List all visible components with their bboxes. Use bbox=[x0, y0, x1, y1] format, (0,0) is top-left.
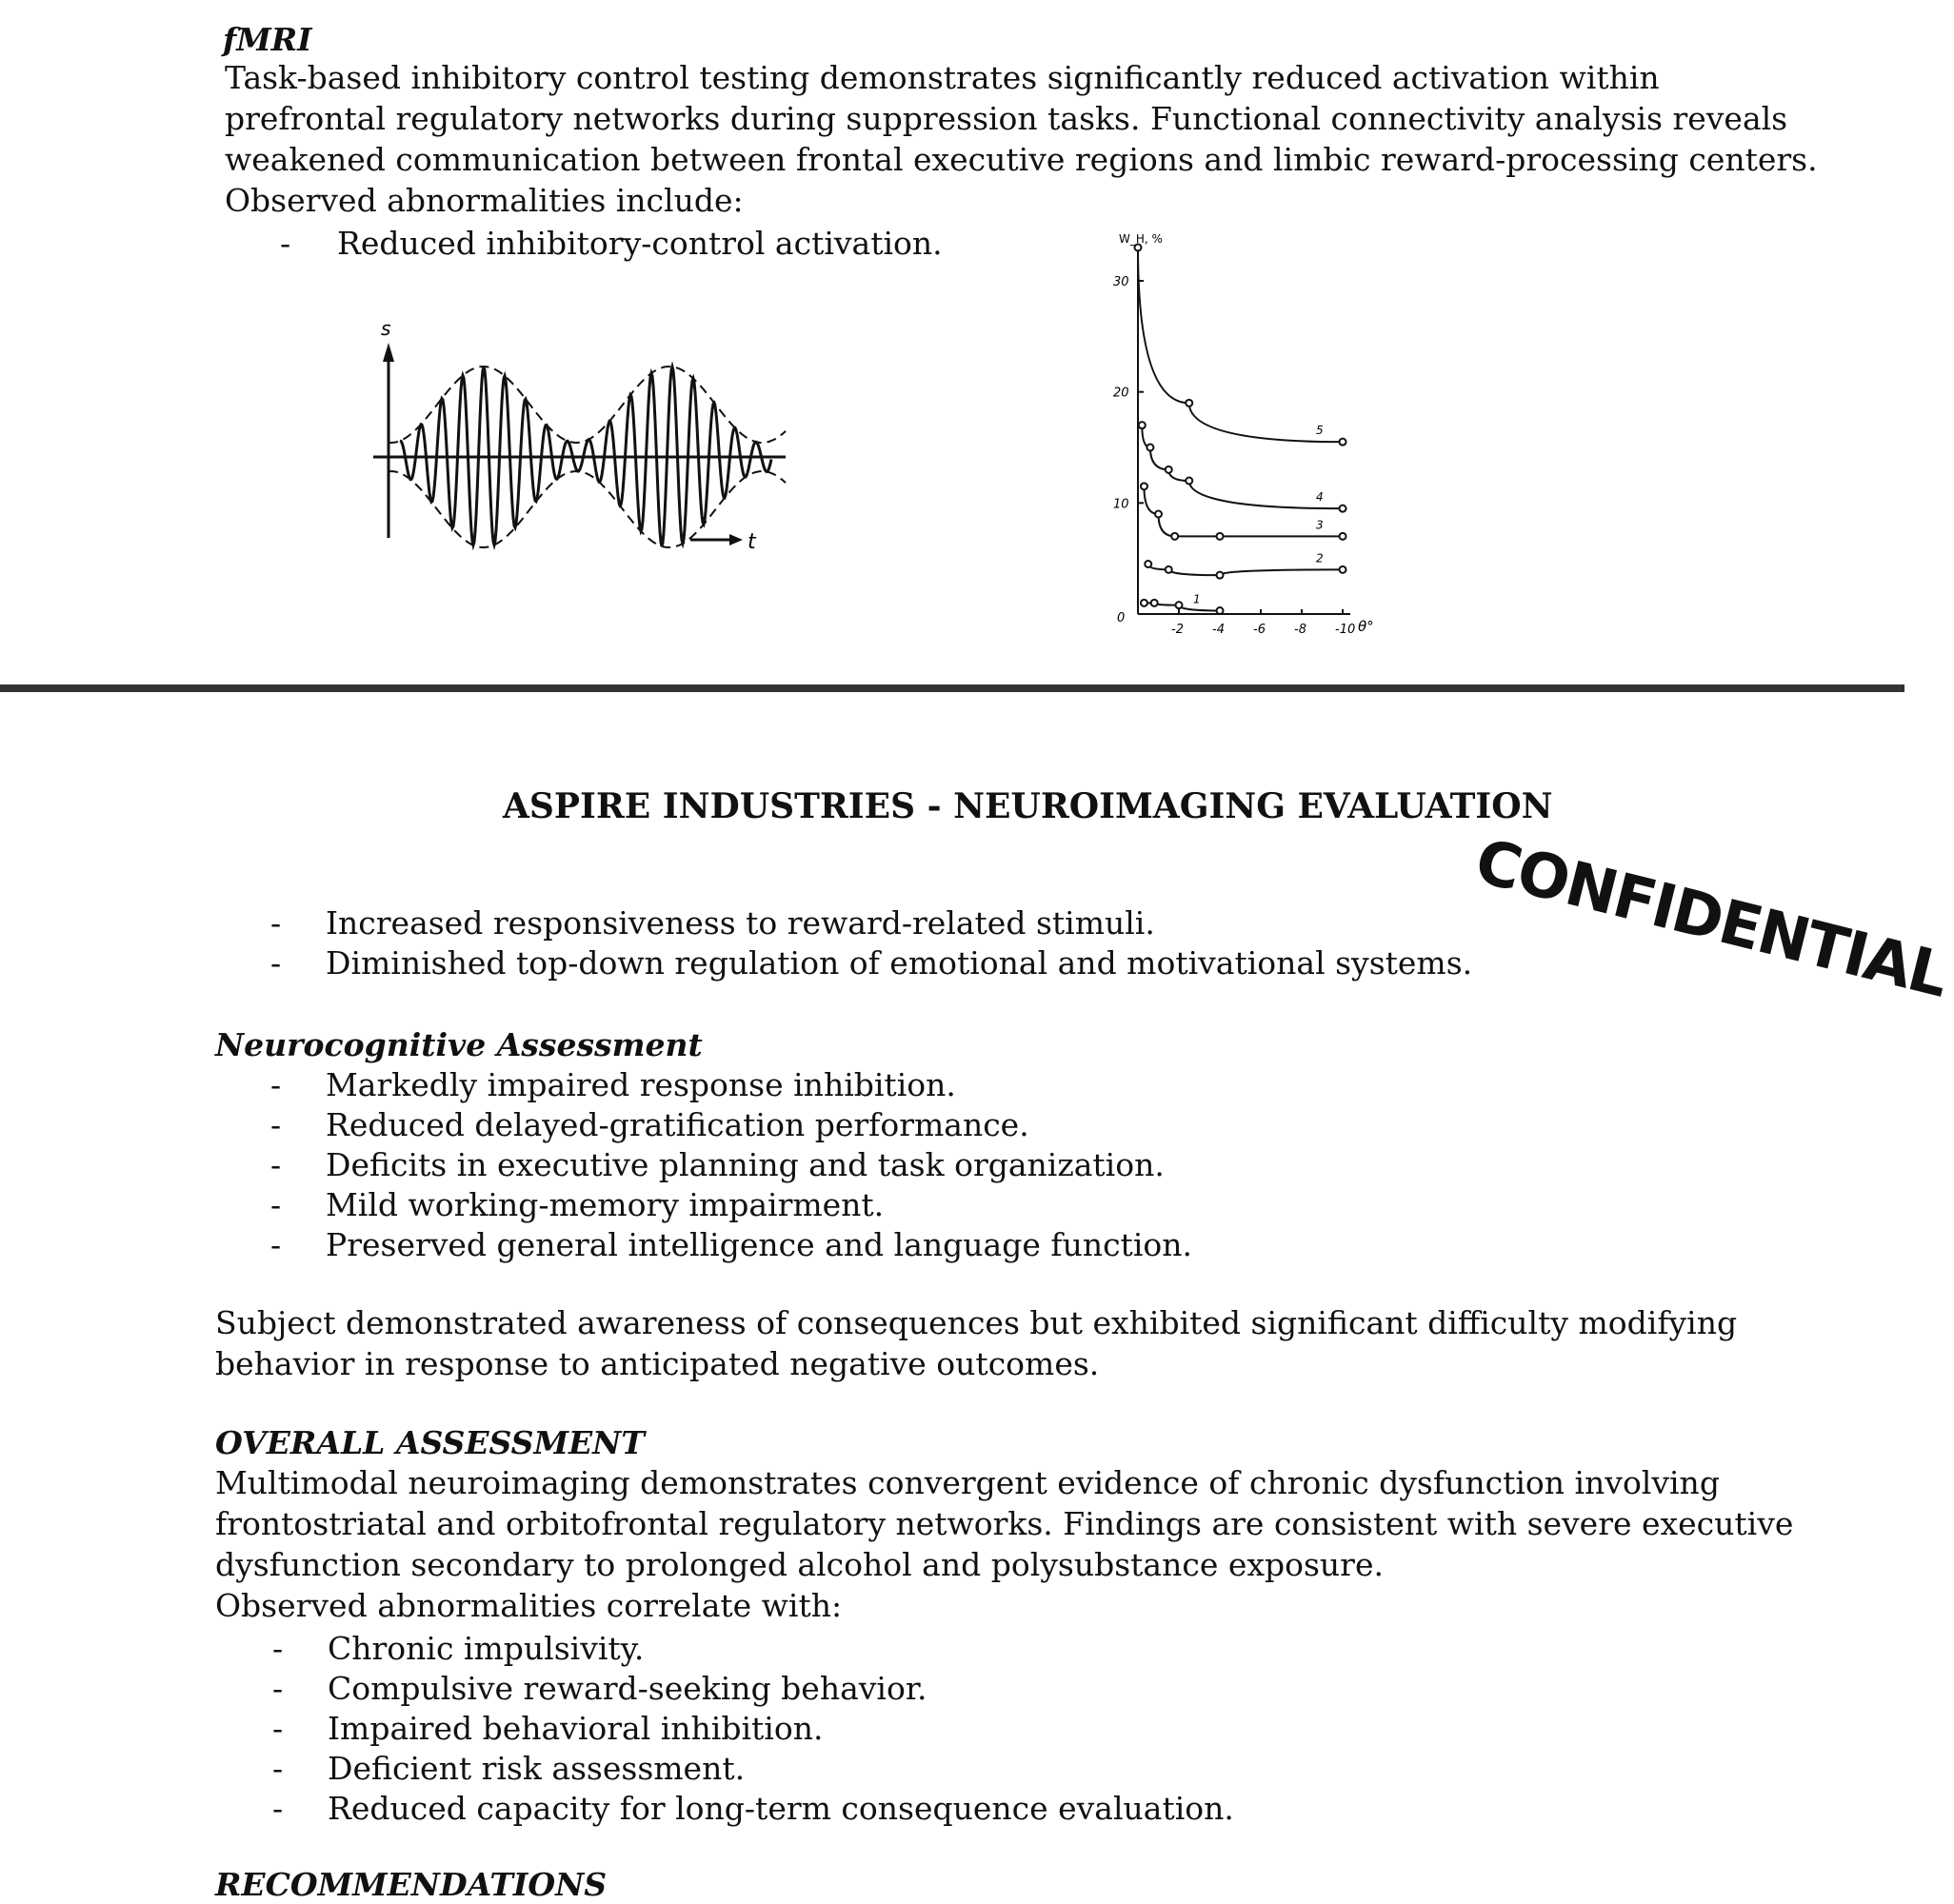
bullet-dash: - bbox=[270, 1106, 282, 1143]
chart-series-3-point bbox=[1155, 511, 1162, 518]
bullet-dash: - bbox=[280, 225, 291, 262]
fmri-paragraph bbox=[225, 57, 1818, 221]
chart-series-2-point bbox=[1145, 561, 1151, 567]
paragraph-line: Observed abnormalities include: bbox=[225, 182, 744, 219]
paragraph-line: dysfunction secondary to prolonged alcohol and polysubstance exposure. bbox=[215, 1546, 1384, 1583]
bullet-text: Diminished top-down regulation of emotional and motivational systems. bbox=[326, 944, 1473, 982]
chart-series-3-point bbox=[1340, 533, 1346, 540]
bullet-dash: - bbox=[272, 1670, 284, 1707]
paragraph-line: Task-based inhibitory control testing demonstrates significantly reduced activation within bbox=[225, 59, 1660, 96]
chart-series-1-point bbox=[1151, 600, 1158, 606]
chart-series-1-point bbox=[1141, 600, 1147, 606]
chart-series-2-point bbox=[1217, 572, 1224, 579]
chart-x-tick-label: -6 bbox=[1253, 623, 1266, 637]
subject-paragraph bbox=[215, 1302, 1737, 1384]
chart-series-4-point bbox=[1166, 466, 1172, 473]
bullet-text: Increased responsiveness to reward-related stimuli. bbox=[326, 904, 1155, 942]
bullet-dash: - bbox=[272, 1750, 284, 1787]
bullet-dash: - bbox=[272, 1630, 284, 1667]
bullet-text: Mild working-memory impairment. bbox=[326, 1186, 885, 1223]
chart-series-4-point bbox=[1139, 422, 1146, 428]
bullet-dash: - bbox=[270, 944, 282, 982]
chart-series-4-line bbox=[1142, 426, 1343, 508]
confidential-stamp: CONFIDENTIAL bbox=[1468, 826, 1954, 1012]
chart-series-2-label: 2 bbox=[1316, 551, 1324, 565]
y-arrow-head bbox=[383, 343, 394, 362]
chart-y-tick-label: 20 bbox=[1113, 386, 1129, 401]
chart-series-4-label: 4 bbox=[1316, 490, 1324, 505]
chart-series-5-line bbox=[1138, 248, 1343, 442]
chart-series-3-line bbox=[1144, 486, 1343, 537]
chart-series-1-point bbox=[1217, 607, 1224, 614]
bullet-dash: - bbox=[270, 1226, 282, 1263]
chart-y-tick-label: 30 bbox=[1113, 275, 1129, 289]
page-title: ASPIRE INDUSTRIES - NEUROIMAGING EVALUATION bbox=[503, 786, 1553, 826]
paragraph-line: Observed abnormalities correlate with: bbox=[215, 1587, 843, 1624]
chart-y-tick-label: 0 bbox=[1117, 611, 1126, 625]
bullet-text: Impaired behavioral inhibition. bbox=[328, 1710, 824, 1747]
chart-series-3-point bbox=[1171, 533, 1178, 540]
chart-series-5-point bbox=[1340, 439, 1346, 446]
bullet-dash: - bbox=[272, 1710, 284, 1747]
chart-series-5-point bbox=[1186, 400, 1192, 407]
line-chart bbox=[1095, 224, 1409, 643]
paragraph-line: weakened communication between frontal executive regions and limbic reward-processing centers. bbox=[225, 141, 1818, 178]
chart-y-axis-label: W_H, % bbox=[1119, 232, 1163, 246]
bullet-dash: - bbox=[270, 1146, 282, 1183]
t-arrow-head bbox=[729, 534, 743, 545]
chart-x-tick-label: -2 bbox=[1171, 623, 1184, 637]
paragraph-line: frontostriatal and orbitofrontal regulatory networks. Findings are consistent with severe executive bbox=[215, 1505, 1794, 1542]
chart-y-tick-label: 10 bbox=[1113, 497, 1129, 512]
bullet-dash: - bbox=[270, 904, 282, 942]
chart-series-4-point bbox=[1146, 445, 1153, 451]
chart-series-4-point bbox=[1186, 478, 1192, 485]
bullet-text: Deficient risk assessment. bbox=[328, 1750, 746, 1787]
bullet-dash: - bbox=[270, 1186, 282, 1223]
bullet-text: Compulsive reward-seeking behavior. bbox=[328, 1670, 927, 1707]
recommendations-heading: RECOMMENDATIONS bbox=[215, 1866, 608, 1903]
chart-series-3-label: 3 bbox=[1316, 518, 1324, 532]
chart-x-tick-label: -4 bbox=[1212, 623, 1225, 637]
bullet-text: Markedly impaired response inhibition. bbox=[326, 1066, 956, 1103]
wave-x-label: t bbox=[748, 530, 756, 554]
bullet-text: Reduced delayed-gratification performance. bbox=[326, 1106, 1029, 1143]
chart-series-5-label: 5 bbox=[1316, 424, 1324, 438]
chart-series-4-point bbox=[1340, 506, 1346, 512]
chart-series-2-point bbox=[1340, 566, 1346, 573]
paragraph-line: Multimodal neuroimaging demonstrates convergent evidence of chronic dysfunction involving bbox=[215, 1464, 1720, 1501]
chart-series-1-label: 1 bbox=[1193, 592, 1201, 606]
bullet-dash: - bbox=[272, 1790, 284, 1827]
bullet-text: Preserved general intelligence and language function. bbox=[326, 1226, 1192, 1263]
wave-figure bbox=[362, 314, 800, 562]
chart-x-tick-label: -10 bbox=[1335, 623, 1356, 637]
fmri-heading: fMRI bbox=[223, 21, 312, 58]
paragraph-line: behavior in response to anticipated negative outcomes. bbox=[215, 1345, 1100, 1382]
page-divider bbox=[0, 684, 1904, 692]
paragraph-line: Subject demonstrated awareness of consequences but exhibited significant difficulty modifying bbox=[215, 1304, 1738, 1341]
bullet-text: Reduced inhibitory-control activation. bbox=[337, 225, 943, 262]
envelope-top bbox=[389, 367, 786, 443]
bullet-text: Deficits in executive planning and task organization. bbox=[326, 1146, 1165, 1183]
neurocognitive-heading: Neurocognitive Assessment bbox=[215, 1026, 703, 1063]
chart-series-1-point bbox=[1176, 602, 1183, 608]
chart-x-axis-label: θ° bbox=[1358, 618, 1374, 635]
bullet-text: Reduced capacity for long-term consequence evaluation. bbox=[328, 1790, 1234, 1827]
bullet-dash: - bbox=[270, 1066, 282, 1103]
chart-series-3-point bbox=[1217, 533, 1224, 540]
chart-x-tick-label: -8 bbox=[1294, 623, 1306, 637]
bullet-text: Chronic impulsivity. bbox=[328, 1630, 645, 1667]
wave-y-label: s bbox=[381, 317, 391, 340]
chart-series-2-line bbox=[1148, 565, 1343, 576]
chart-series-3-point bbox=[1141, 483, 1147, 489]
chart-series-2-point bbox=[1166, 566, 1172, 573]
overall-paragraph bbox=[215, 1462, 1793, 1626]
overall-heading: OVERALL ASSESSMENT bbox=[215, 1424, 645, 1461]
paragraph-line: prefrontal regulatory networks during suppression tasks. Functional connectivity analysis reveals bbox=[225, 100, 1788, 137]
